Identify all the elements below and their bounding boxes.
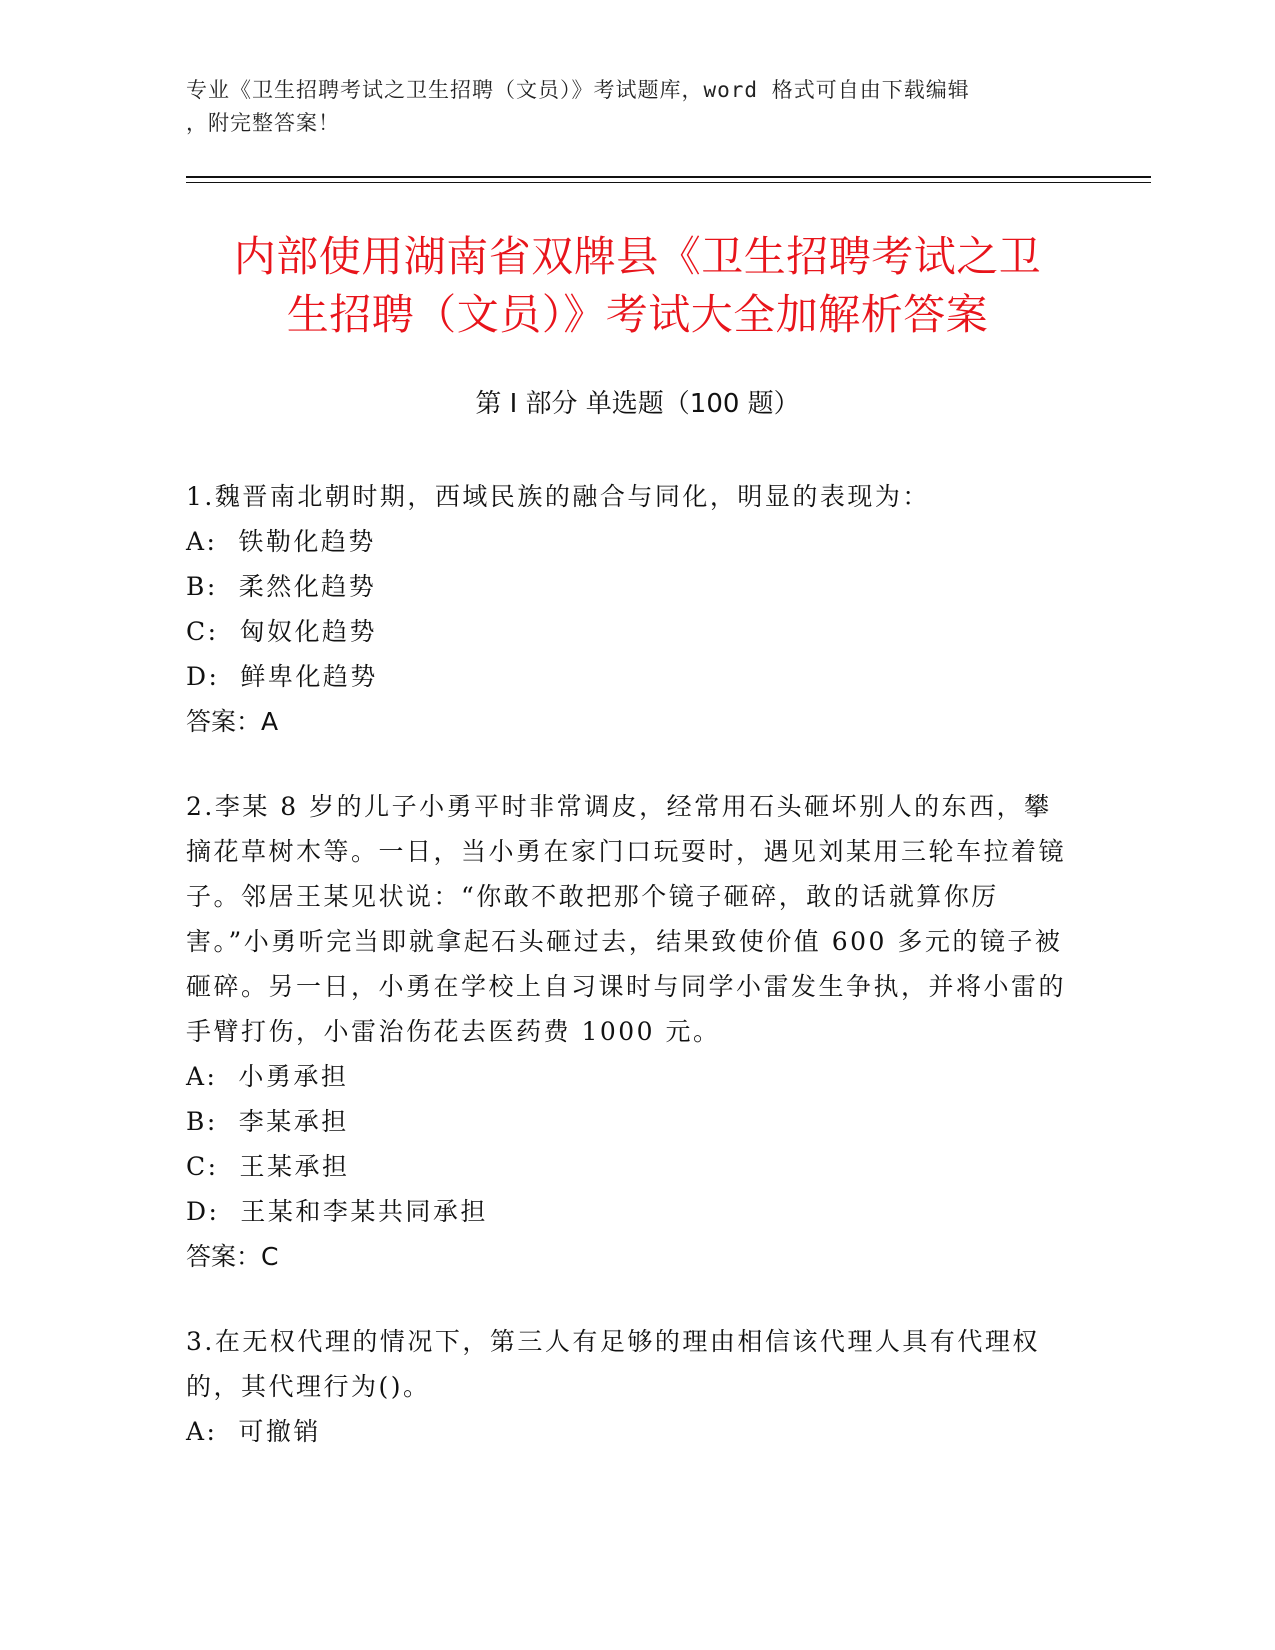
question-1 — [186, 474, 1066, 744]
question-2 — [186, 784, 1066, 1279]
document-title — [150, 228, 1125, 344]
option-d: D: 王某和李某共同承担 — [186, 1197, 488, 1226]
option-a: A: 小勇承担 — [186, 1062, 349, 1091]
header-rule-thick — [186, 176, 1151, 178]
header-note-line-2: ，附完整答案！ — [186, 111, 340, 135]
section-title: 第 I 部分 单选题（100 题） — [475, 389, 800, 419]
document-title-line-2: 生招聘（文员）》考试大全加解析答案 — [286, 290, 989, 339]
document-title-line-1: 内部使用湖南省双牌县《卫生招聘考试之卫 — [233, 232, 1042, 281]
option-c: C: 王某承担 — [186, 1152, 350, 1181]
question-stem: 2.李某 8 岁的儿子小勇平时非常调皮，经常用石头砸坏别人的东西，攀摘花草树木等。一日，当小勇在家门口玩耍时，遇见刘某用三轮车拉着镜子。邻居王某见状说：“你敢不敢把那个镜子砸碎，敢的话就算你厉害。”小勇听完当即就拿起石头砸过去，结果致使价值 600 多元的镜子被砸碎。另一日，小勇在学校上自习课时与同学小雷发生争执，并将小雷的手臂打伤，小雷治伤花去医药费 1000 元。 — [186, 792, 1067, 1046]
header-note-line-1: 专业《卫生招聘考试之卫生招聘（文员）》考试题库，word 格式可自由下载编辑 — [186, 78, 970, 102]
option-b: B: 李某承担 — [186, 1107, 349, 1136]
option-a: A: 可撤销 — [186, 1417, 321, 1446]
question-stem: 1.魏晋南北朝时期，西域民族的融合与同化，明显的表现为： — [186, 482, 930, 511]
question-stem: 3.在无权代理的情况下，第三人有足够的理由相信该代理人具有代理权的，其代理行为()。 — [186, 1327, 1040, 1401]
header-rule-thin — [186, 182, 1151, 183]
question-list — [186, 474, 1066, 1494]
answer-text: 答案：A — [186, 707, 279, 736]
option-b: B: 柔然化趋势 — [186, 572, 377, 601]
option-d: D: 鲜卑化趋势 — [186, 662, 378, 691]
option-a: A: 铁勒化趋势 — [186, 527, 376, 556]
option-c: C: 匈奴化趋势 — [186, 617, 377, 646]
header-note — [186, 74, 1086, 140]
answer-text: 答案：C — [186, 1242, 279, 1271]
question-3 — [186, 1319, 1066, 1454]
